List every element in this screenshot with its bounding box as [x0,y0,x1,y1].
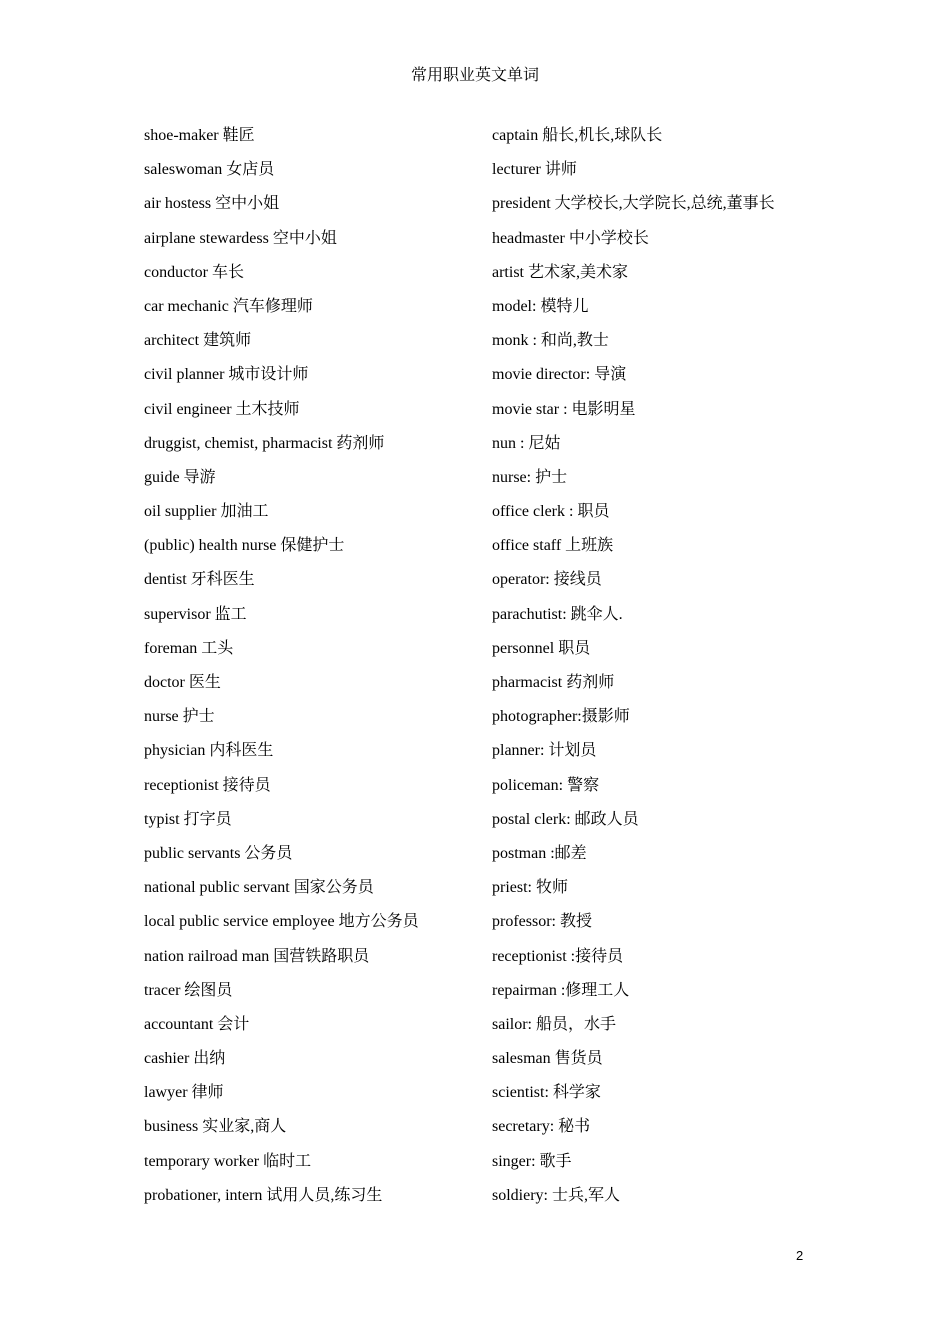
vocabulary-entry: receptionist 接待员 [144,776,271,794]
vocabulary-entry: scientist: 科学家 [492,1084,601,1102]
vocabulary-list-left [144,125,474,1219]
vocabulary-entry: repairman :修理工人 [492,981,630,999]
vocabulary-entry: car mechanic 汽车修理师 [144,297,313,315]
vocabulary-entry: nurse 护士 [144,708,215,726]
vocabulary-entry: lecturer 讲师 [492,161,577,179]
vocabulary-entry: operator: 接线员 [492,571,602,589]
vocabulary-entry: temporary worker 临时工 [144,1152,312,1170]
vocabulary-entry: nurse: 护士 [492,468,568,486]
vocabulary-entry: druggist, chemist, pharmacist 药剂师 [144,434,385,452]
vocabulary-entry: shoe-maker 鞋匠 [144,127,255,144]
vocabulary-entry: physician 内科医生 [144,742,274,760]
vocabulary-entry: tracer 绘图员 [144,981,233,999]
vocabulary-entry: president 大学校长,大学院长,总统,董事长 [492,195,775,213]
vocabulary-entry: headmaster 中小学校长 [492,229,649,247]
vocabulary-entry: foreman 工头 [144,639,234,657]
page-number: 2 [796,1248,804,1263]
vocabulary-entry: secretary: 秘书 [492,1118,591,1136]
vocabulary-entry: captain 船长,机长,球队长 [492,127,663,144]
vocabulary-entry: monk : 和尚,教士 [492,332,609,350]
vocabulary-entry: supervisor 监工 [144,605,247,623]
vocabulary-entry: salesman 售货员 [492,1050,603,1068]
vocabulary-entry: movie star : 电影明星 [492,400,636,418]
vocabulary-entry: nun : 尼姑 [492,434,561,452]
vocabulary-entry: probationer, intern 试用人员,练习生 [144,1186,383,1204]
vocabulary-entry: model: 模特儿 [492,297,589,315]
vocabulary-entry: policeman: 警察 [492,776,600,794]
vocabulary-entry: oil supplier 加油工 [144,503,269,521]
vocabulary-entry: (public) health nurse 保健护士 [144,537,345,555]
vocabulary-entry: soldiery: 士兵,军人 [492,1186,620,1204]
vocabulary-entry: accountant 会计 [144,1015,250,1033]
vocabulary-entry: architect 建筑师 [144,332,252,350]
vocabulary-entry: civil engineer 土木技师 [144,400,300,418]
vocabulary-entry: civil planner 城市设计师 [144,366,309,384]
vocabulary-entry: local public service employee 地方公务员 [144,913,419,931]
vocabulary-entry: cashier 出纳 [144,1050,226,1068]
vocabulary-entry: office clerk : 职员 [492,503,610,521]
vocabulary-list-right [492,125,822,1219]
vocabulary-entry: lawyer 律师 [144,1084,224,1102]
vocabulary-entry: doctor 医生 [144,674,221,691]
vocabulary-entry: national public servant 国家公务员 [144,879,374,897]
vocabulary-entry: priest: 牧师 [492,879,568,897]
vocabulary-entry: photographer:摄影师 [492,708,630,726]
vocabulary-entry: nation railroad man 国营铁路职员 [144,947,370,965]
vocabulary-entry: air hostess 空中小姐 [144,195,280,213]
vocabulary-entry: office staff 上班族 [492,537,614,555]
vocabulary-entry: pharmacist 药剂师 [492,674,615,691]
vocabulary-entry: airplane stewardess 空中小姐 [144,229,337,247]
vocabulary-entry: planner: 计划员 [492,742,597,760]
vocabulary-entry: business 实业家,商人 [144,1118,287,1136]
vocabulary-entry: saleswoman 女店员 [144,161,275,179]
vocabulary-entry: professor: 教授 [492,913,592,931]
vocabulary-entry: postman :邮差 [492,844,587,862]
vocabulary-entry: artist 艺术家,美术家 [492,263,628,281]
vocabulary-entry: parachutist: 跳伞人. [492,605,623,623]
page-title: 常用职业英文单词 [410,67,539,84]
vocabulary-entry: singer: 歌手 [492,1152,572,1170]
vocabulary-entry: postal clerk: 邮政人员 [492,810,639,828]
vocabulary-entry: conductor 车长 [144,263,244,281]
vocabulary-entry: movie director: 导演 [492,366,627,384]
vocabulary-entry: receptionist :接待员 [492,947,624,965]
vocabulary-entry: public servants 公务员 [144,844,293,862]
vocabulary-entry: sailor: 船员，水手 [492,1015,616,1033]
vocabulary-entry: guide 导游 [144,468,216,486]
vocabulary-entry: personnel 职员 [492,639,591,657]
vocabulary-entry: typist 打字员 [144,810,232,828]
vocabulary-entry: dentist 牙科医生 [144,571,255,589]
